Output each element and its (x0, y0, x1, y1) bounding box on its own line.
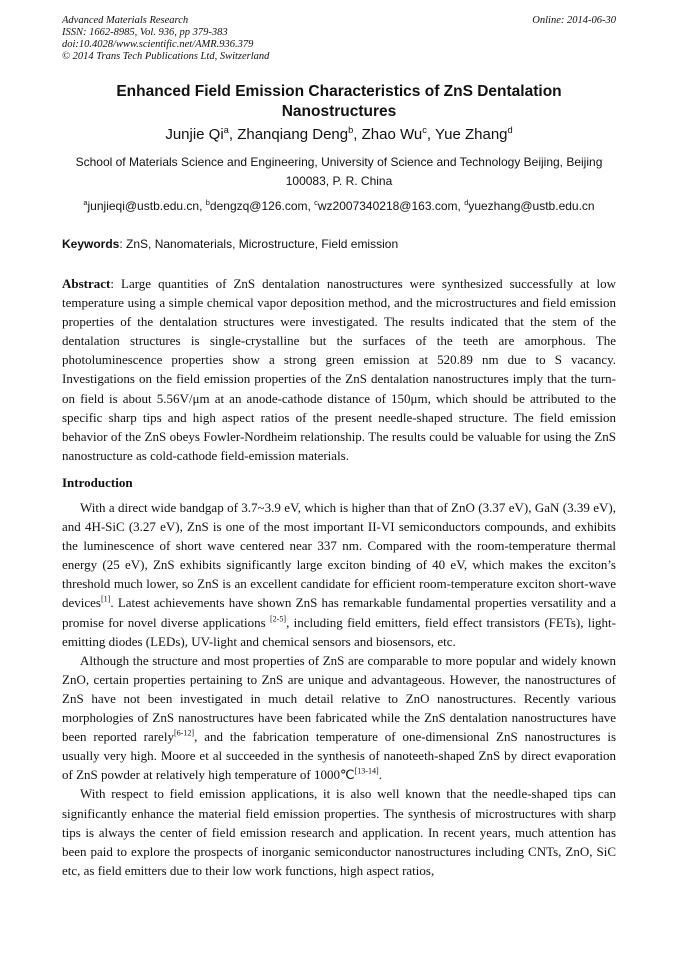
issn-line: ISSN: 1662-8985, Vol. 936, pp 379-383 (62, 27, 228, 38)
author-affil-mark: c (422, 125, 427, 135)
paragraph-text: Although the structure and most properties of ZnS are comparable to more popular and widely known ZnO, certain properties pertaining to ZnS are unique and advantageous. However, the nanostructures of ZnS have not been investigated in much detail relative to ZnO nanostructures. Recently various morphologies of ZnS nanostructures have been fabricated while the ZnS dentalation nanostructures have been reported rarely (62, 652, 616, 745)
citation: [6-12] (173, 728, 195, 738)
paragraph-text: . Latest achievements have shown ZnS has remarkable fundamental properties versatility and a promise for novel diverse applications (62, 595, 616, 630)
online-date: Online: 2014-06-30 (532, 15, 616, 26)
email-mark: a (83, 198, 88, 207)
author-name: Junjie Qi (165, 126, 224, 143)
email-address[interactable]: wz2007340218@163.com (317, 199, 458, 213)
author-list: Junjie Qi$^a$, Zhanqiang Deng$^b$, Zhao Wu$^c$, Yue Zhang$^d$ (165, 125, 513, 143)
doi-line: doi:10.4028/www.scientific.net/AMR.936.379 (62, 39, 254, 50)
abstract-label: Abstract (62, 276, 111, 291)
author-affil-mark: d (507, 125, 513, 135)
paper-title: Enhanced Field Emission Characteristics of ZnS Dentalation Nanostructures (116, 83, 562, 120)
affiliation: School of Materials Science and Engineering, University of Science and Technology Beijing, Beijing 100083, P. R. China (75, 155, 603, 188)
paragraph-text: With a direct wide bandgap of 3.7~3.9 eV, which is higher than that of ZnO (3.37 eV), GaN (3.39 eV), and 4H-SiC (3.27 eV), ZnS is one of the most important II-VI semiconductors compounds, and exhibits the luminescence of short wave centered near 337 nm. Compared with the room-temperature thermal energy (25 eV), ZnS exhibits significantly large exciton binding of 40 eV, which makes the exciton’s threshold much lower, so ZnS is an excellent candidate for efficient room-temperature exciton short-wave devices (62, 500, 616, 611)
journal-name: Advanced Materials Research (62, 15, 189, 26)
paragraph: With respect to field emission applications, it is also well known that the needle-shaped tips can significantly enhance the material field emission properties. The synthesis of microstructures with sharp tips is always the center of field emission research and application. In recent years, much attention has been paid to explore the prospects of inorganic semiconductor nanostructures including CNTs, ZnO, SiC etc, as field emitters due to their low work functions, high aspect ratios, (62, 786, 616, 878)
keywords-text: : ZnS, Nanomaterials, Microstructure, Field emission (119, 237, 399, 251)
email-mark: d (464, 198, 469, 207)
citation: [13-14] (354, 766, 379, 776)
email-address[interactable]: dengzq@126.com (209, 199, 308, 213)
author-name: Zhanqiang Deng (237, 126, 349, 143)
paragraph-text: , and the fabrication temperature of one-dimensional ZnS nanostructures is usually very high. Moore et al succeeded in the synthesis of nanoteeth-shaped ZnS by direct evaporation of ZnS powder at relatively high temperature of 1000℃ (62, 729, 616, 783)
author-affil-mark: b (348, 125, 354, 135)
abstract (62, 274, 616, 465)
citation: [1] (100, 595, 111, 605)
citation: [2-5] (269, 614, 287, 624)
author-affil-mark: a (223, 125, 229, 135)
journal-header (62, 15, 269, 63)
section-heading-introduction: Introduction (62, 475, 133, 490)
email-address[interactable]: junjieqi@ustb.edu.cn (87, 199, 200, 213)
email-mark: c (314, 198, 318, 207)
abstract-text: : Large quantities of ZnS dentalation nanostructures were synthesized successfully at low temperature using a simple chemical vapor deposition method, and the microstructures and field emission properties of the dentalation structures were investigated. The results indicated that the stem of the dentalation structures is single-crystalline but the surfaces of the teeth are amorphous. The photoluminescence properties show a strong green emission at 520.89 nm due to S vacancy. Investigations on the field emission properties of the ZnS dentalation nanostructures imply that the turn-on field is about 5.56V/μm at an anode-cathode distance of 150μm, which should be attributed to the specific sharp tips and high aspect ratios of the present needle-shaped structure. The field emission behavior of the ZnS obeys Fowler-Nordheim relationship. The results could be valuable for using the ZnS nanostructure as cold-cathode field-emission materials. (62, 276, 616, 463)
paragraph (62, 498, 616, 651)
email-address[interactable]: yuezhang@ustb.edu.cn (468, 199, 595, 213)
paragraph (62, 651, 616, 785)
keywords (62, 236, 616, 252)
paragraph-text: , including field emitters, field effect transistors (FETs), light-emitting diodes (LEDs), UV-light and chemical sensors and biosensors, etc. (62, 614, 617, 649)
keywords-label: Keywords (62, 237, 120, 251)
introduction-body (62, 498, 616, 880)
copyright-line: © 2014 Trans Tech Publications Ltd, Switzerland (62, 51, 270, 62)
email-mark: b (205, 198, 210, 207)
author-name: Yue Zhang (434, 126, 508, 143)
author-name: Zhao Wu (361, 126, 423, 143)
email-list: $^a$junjieqi@ustb.edu.cn, $^b$dengzq@126.com, $^c$wz2007340218@163.com, $^d$yuezhang@ustb.edu.cn (83, 198, 595, 213)
paragraph-text: . (378, 767, 382, 783)
